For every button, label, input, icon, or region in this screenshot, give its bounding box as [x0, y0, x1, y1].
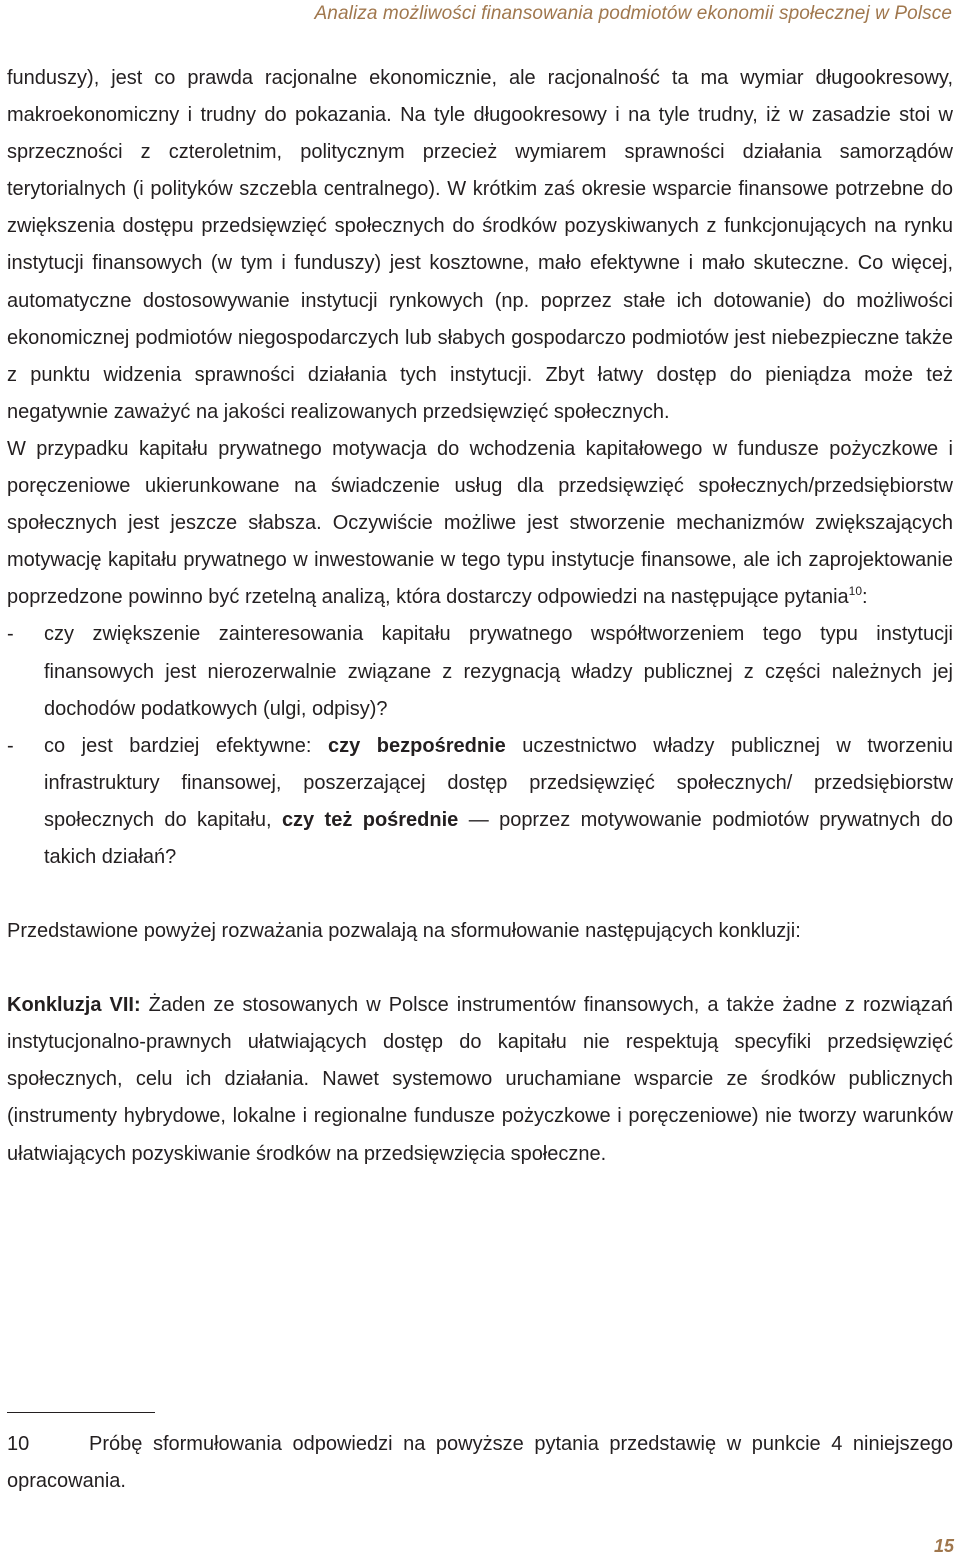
question-2-part-3: — poprzez motywowanie podmiotów prywatnych do takich działań?: [44, 808, 954, 868]
paragraph-2-colon: :: [862, 586, 868, 609]
question-1-text: czy zwiększenie zainteresowania kapitału prywatnego współtworzeniem tego typu instytucji finansowych jest nierozerwalnie związane z rezygnacją władzy publicznej z części należnych jej dochodów podatkowych (ulgi, odpisy)?: [44, 623, 953, 720]
footnote-divider: [7, 1412, 155, 1413]
footnote-text: Próbę sformułowania odpowiedzi na powyższe pytania przedstawię w punkcie 4 niniejszego opracowania.: [7, 1433, 953, 1493]
list-dash: -: [7, 623, 14, 646]
question-2-emphasis-2: czy też pośrednie: [281, 808, 459, 831]
paragraph-2: [7, 431, 953, 616]
conclusion-text: Żaden ze stosowanych w Polsce instrumentów finansowych, a także żadne z rozwiązań instytucjonalno-prawnych ułatwiających dostęp do kapitału nie respektują specyfiki przedsięwzięć społecznych, celu ich działania. Nawet systemowo uruchamiane wsparcie ze środków publicznych (instrumenty hybrydowe, lokalne i regionalne fundusze pożyczkowe i poręczeniowe) nie tworzy warunków ułatwiających pozyskiwanie środków na przedsięwzięcia społeczne.: [7, 994, 954, 1165]
question-2-text: [44, 735, 953, 868]
paragraph-1: funduszy), jest co prawda racjonalne ekonomicznie, ale racjonalność ta ma wymiar długookresowy, makroekonomiczny i trudny do pokazania. Na tyle długookresowy i na tyle trudny, iż w zasadzie stoi w sprzeczności z czteroletnim, politycznym przecież wymiarem sprawności działania samorządów terytorialnych (i polityków szczebla centralnego). W krótkim zaś okresie wsparcie finansowe potrzebne do zwiększenia dostępu przedsięwzięć społecznych do środków pozyskiwanych z funkcjonujących na rynku instytucji finansowych (w tym i funduszy) jest kosztowne, mało efektywne i mało skuteczne. Co więcej, automatyczne dostosowywanie instytucji rynkowych (np. poprzez stałe ich dotowanie) do możliwości ekonomicznej podmiotów niegospodarczych lub słabych gospodarczo podmiotów jest niebezpieczne także z punktu widzenia sprawności działania tych instytucji. Zbyt łatwy dostęp do pieniądza może też negatywnie zaważyć na jakości realizowanych przedsięwzięć społecznych.: [7, 67, 953, 423]
question-2-part-2: uczestnictwo władzy publicznej w tworzeniu infrastruktury finansowej, poszerzającej dostęp przedsięwzięć społecznych/ przedsiębiorstw społecznych do kapitału,: [44, 734, 954, 831]
list-item: [7, 728, 953, 876]
conclusion-label: Konkluzja VII:: [7, 994, 141, 1017]
list-item: [7, 616, 953, 727]
question-2-emphasis-1: czy bezpośrednie: [328, 734, 506, 757]
question-list: [7, 616, 953, 876]
paragraph-3: Przedstawione powyżej rozważania pozwalają na sformułowanie następujących konkluzji:: [7, 920, 801, 943]
running-title: Analiza możliwości finansowania podmiotów ekonomii społecznej w Polsce: [314, 3, 952, 24]
footnote-reference[interactable]: 10: [848, 584, 862, 599]
footnote-number: 10: [7, 1433, 30, 1455]
conclusion-paragraph: [7, 987, 953, 1172]
page-number: 15: [933, 1536, 954, 1556]
question-2-part-1: co jest bardziej efektywne:: [44, 734, 329, 757]
list-dash: -: [7, 734, 14, 757]
main-content: [7, 60, 953, 1173]
paragraph-2-text: W przypadku kapitału prywatnego motywacja do wchodzenia kapitałowego w fundusze pożyczkowe i poręczeniowe ukierunkowane na świadczenie usług dla przedsięwzięć społecznych/przedsiębiorstw społecznych jest jeszcze słabsza. Oczywiście możliwe jest stworzenie mechanizmów zwiększających motywację kapitału prywatnego w inwestowanie w tego typu instytucje finansowe, ale ich zaprojektowanie poprzedzone powinno być rzetelną analizą, która dostarczy odpowiedzi na następujące pytania: [7, 437, 953, 609]
footnote: [7, 1426, 953, 1500]
